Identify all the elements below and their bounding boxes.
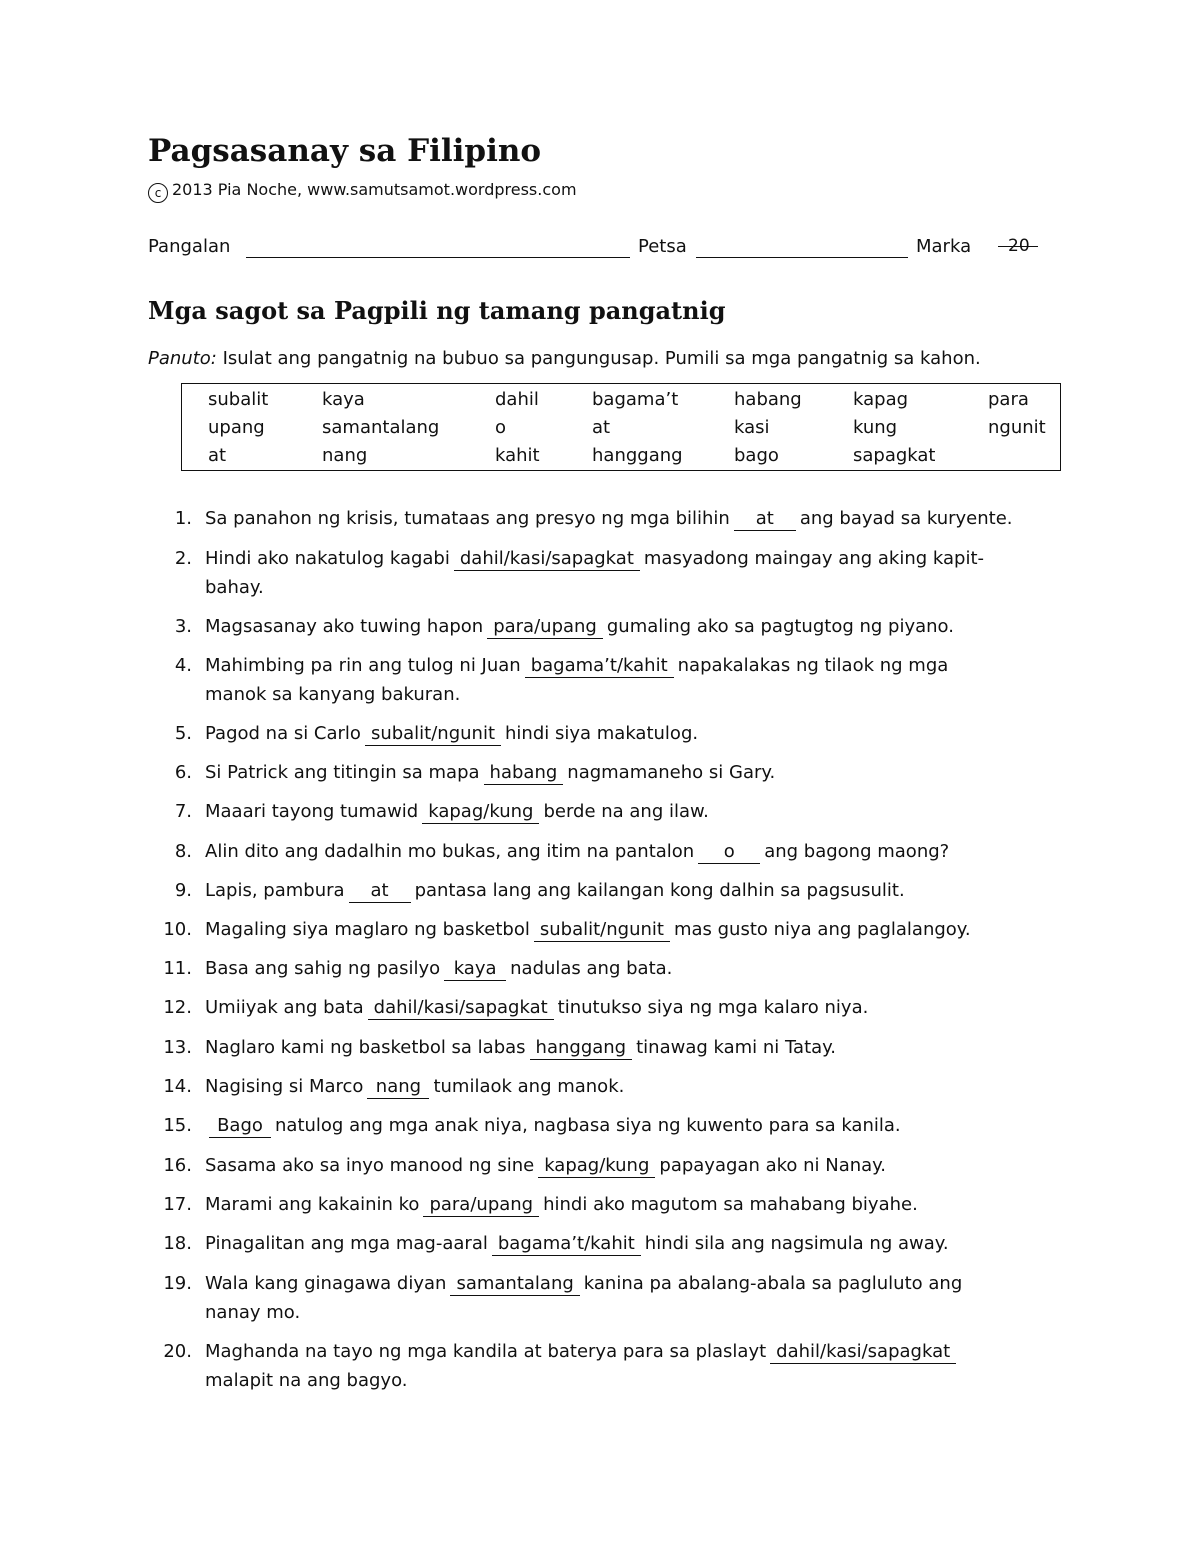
sentence-text-after: nagmamaneho si Gary.: [567, 762, 776, 783]
answer-blank[interactable]: hanggang: [530, 1038, 633, 1060]
word-bank-item: kapag: [853, 389, 909, 410]
item-number: 18.: [163, 1233, 192, 1254]
item-sentence: [205, 1076, 624, 1099]
item-sentence: [205, 762, 775, 785]
sentence-text-before: Lapis, pambura: [205, 880, 345, 901]
item-number: 10.: [163, 919, 192, 940]
answer-blank[interactable]: kaya: [444, 959, 506, 981]
sentence-text-after: ang bagong maong?: [764, 841, 950, 862]
word-bank-item: at: [208, 445, 227, 466]
copyright-icon: c: [148, 183, 168, 203]
word-bank-item: sapagkat: [853, 445, 936, 466]
item-sentence: [205, 616, 954, 639]
instruction: [148, 348, 981, 369]
sentence-text-after: ang bayad sa kuryente.: [799, 508, 1013, 529]
word-bank-item: subalit: [208, 389, 269, 410]
word-bank-item: hanggang: [592, 445, 683, 466]
sentence-text-after: tinawag kami ni Tatay.: [636, 1037, 836, 1058]
sentence-text-before: Nagising si Marco: [205, 1076, 364, 1097]
item-number: 11.: [163, 958, 192, 979]
sentence-text-after: kanina pa abalang-abala sa pagluluto ang: [583, 1273, 963, 1294]
section-title: Mga sagot sa Pagpili ng tamang pangatnig: [148, 296, 726, 325]
instruction-label: Panuto:: [148, 348, 217, 369]
sentence-text-after: berde na ang ilaw.: [543, 801, 709, 822]
sentence-text-after: napakalakas ng tilaok ng mga: [677, 655, 949, 676]
word-bank-item: dahil: [495, 389, 539, 410]
item-sentence: [205, 1233, 949, 1256]
item-number: 19.: [163, 1273, 192, 1294]
answer-blank[interactable]: subalit/ngunit: [534, 920, 670, 942]
word-bank-item: kaya: [322, 389, 365, 410]
date-label: Petsa: [638, 236, 687, 257]
sentence-text-before: Naglaro kami ng basketbol sa labas: [205, 1037, 526, 1058]
sentence-text-before: Magsasanay ako tuwing hapon: [205, 616, 484, 637]
item-number: 16.: [163, 1155, 192, 1176]
answer-blank[interactable]: para/upang: [487, 617, 603, 639]
item-sentence: [205, 1273, 962, 1296]
item-sentence: [205, 919, 971, 942]
sentence-text-before: Sasama ako sa inyo manood ng sine: [205, 1155, 535, 1176]
sentence-continuation: malapit na ang bagyo.: [205, 1370, 408, 1391]
score-label: Marka: [916, 236, 972, 257]
answer-blank[interactable]: dahil/kasi/sapagkat: [454, 549, 640, 571]
item-number: 8.: [174, 841, 192, 862]
sentence-text-before: Magaling siya maglaro ng basketbol: [205, 919, 530, 940]
answer-blank[interactable]: habang: [484, 763, 564, 785]
answer-blank[interactable]: bagama’t/kahit: [525, 656, 674, 678]
sentence-text-before: Basa ang sahig ng pasilyo: [205, 958, 441, 979]
sentence-text-before: Hindi ako nakatulog kagabi: [205, 548, 450, 569]
sentence-continuation: manok sa kanyang bakuran.: [205, 684, 461, 705]
sentence-text-before: Pinagalitan ang mga mag-aaral: [205, 1233, 488, 1254]
word-bank-item: nang: [322, 445, 368, 466]
item-number: 12.: [163, 997, 192, 1018]
word-bank-item: at: [592, 417, 611, 438]
word-bank-item: samantalang: [322, 417, 440, 438]
item-sentence: [205, 801, 709, 824]
answer-blank[interactable]: dahil/kasi/sapagkat: [770, 1342, 956, 1364]
sentence-text-before: Maghanda na tayo ng mga kandila at baterya para sa plaslayt: [205, 1341, 767, 1362]
date-field[interactable]: [696, 257, 908, 258]
sentence-text-after: tumilaok ang manok.: [433, 1076, 625, 1097]
item-number: 14.: [163, 1076, 192, 1097]
sentence-text-after: nadulas ang bata.: [510, 958, 673, 979]
item-sentence: [205, 508, 1013, 531]
item-number: 2.: [174, 548, 192, 569]
item-sentence: [205, 723, 698, 746]
sentence-text-after: tinutukso siya ng mga kalaro niya.: [557, 997, 869, 1018]
item-number: 1.: [174, 508, 192, 529]
answer-blank[interactable]: Bago: [209, 1116, 271, 1138]
name-label: Pangalan: [148, 236, 231, 257]
instruction-text: Isulat ang pangatnig na bubuo sa pangungusap. Pumili sa mga pangatnig sa kahon.: [222, 348, 981, 369]
copyright-line: [148, 180, 577, 203]
word-bank-item: bago: [734, 445, 779, 466]
item-number: 13.: [163, 1037, 192, 1058]
answer-blank[interactable]: nang: [367, 1077, 429, 1099]
sentence-text-before: Umiiyak ang bata: [205, 997, 364, 1018]
copyright-text: 2013 Pia Noche, www.samutsamot.wordpress.com: [172, 180, 577, 199]
item-number: 7.: [174, 801, 192, 822]
answer-blank[interactable]: kapag/kung: [538, 1156, 655, 1178]
word-bank-item: upang: [208, 417, 265, 438]
item-sentence: [205, 1155, 886, 1178]
word-bank-box: [181, 383, 1061, 471]
word-bank-item: kahit: [495, 445, 540, 466]
sentence-text-after: hindi ako magutom sa mahabang biyahe.: [543, 1194, 918, 1215]
sentence-text-after: natulog ang mga anak niya, nagbasa siya ng kuwento para sa kanila.: [275, 1115, 901, 1136]
item-number: 17.: [163, 1194, 192, 1215]
item-number: 6.: [174, 762, 192, 783]
sentence-text-before: Wala kang ginagawa diyan: [205, 1273, 447, 1294]
sentence-text-after: mas gusto niya ang paglalangoy.: [673, 919, 971, 940]
sentence-text-before: Sa panahon ng krisis, tumataas ang presyo ng mga bilihin: [205, 508, 730, 529]
answer-blank[interactable]: kapag/kung: [422, 802, 539, 824]
item-sentence: [205, 1037, 836, 1060]
score-total: 20: [1008, 236, 1030, 256]
answer-blank[interactable]: para/upang: [423, 1195, 539, 1217]
item-sentence: [205, 548, 984, 571]
item-sentence: [205, 1115, 901, 1138]
item-number: 5.: [174, 723, 192, 744]
answer-blank[interactable]: at: [734, 509, 796, 531]
answer-blank[interactable]: bagama’t/kahit: [492, 1234, 641, 1256]
item-sentence: [205, 880, 905, 903]
sentence-text-before: Mahimbing pa rin ang tulog ni Juan: [205, 655, 521, 676]
student-info-row: [148, 236, 1048, 276]
sentence-text-after: masyadong maingay ang aking kapit-: [643, 548, 985, 569]
answer-blank[interactable]: samantalang: [450, 1274, 579, 1296]
sentence-text-before: Alin dito ang dadalhin mo bukas, ang itim na pantalon: [205, 841, 695, 862]
sentence-text-after: pantasa lang ang kailangan kong dalhin sa pagsusulit.: [414, 880, 905, 901]
answer-blank[interactable]: o: [698, 842, 760, 864]
item-sentence: [205, 1194, 918, 1217]
word-bank-item: ngunit: [988, 417, 1046, 438]
answer-blank[interactable]: dahil/kasi/sapagkat: [368, 998, 554, 1020]
item-number: 4.: [174, 655, 192, 676]
sentence-continuation: bahay.: [205, 577, 264, 598]
item-sentence: [205, 997, 868, 1020]
item-number: 15.: [163, 1115, 192, 1136]
sentence-continuation: nanay mo.: [205, 1302, 301, 1323]
item-sentence: [205, 655, 948, 678]
sentence-text-after: gumaling ako sa pagtugtog ng piyano.: [606, 616, 954, 637]
name-field[interactable]: [246, 257, 630, 258]
item-sentence: [205, 958, 672, 981]
word-bank-item: bagama’t: [592, 389, 679, 410]
word-bank-item: o: [495, 417, 507, 438]
sentence-text-before: Pagod na si Carlo: [205, 723, 361, 744]
sentence-text-before: Marami ang kakainin ko: [205, 1194, 420, 1215]
word-bank-item: habang: [734, 389, 802, 410]
word-bank-item: kung: [853, 417, 898, 438]
item-number: 3.: [174, 616, 192, 637]
item-sentence: [205, 1341, 960, 1364]
answer-blank[interactable]: subalit/ngunit: [365, 724, 501, 746]
sentence-text-before: Si Patrick ang titingin sa mapa: [205, 762, 480, 783]
sentence-text-before: Maaari tayong tumawid: [205, 801, 419, 822]
sentence-text-after: hindi siya makatulog.: [505, 723, 699, 744]
sentence-text-after: papayagan ako ni Nanay.: [659, 1155, 886, 1176]
item-number: 9.: [174, 880, 192, 901]
sentence-text-after: hindi sila ang nagsimula ng away.: [644, 1233, 949, 1254]
page-title: Pagsasanay sa Filipino: [148, 133, 542, 169]
item-number: 20.: [163, 1341, 192, 1362]
word-bank-item: para: [988, 389, 1029, 410]
answer-blank[interactable]: at: [349, 881, 411, 903]
word-bank-item: kasi: [734, 417, 770, 438]
item-sentence: [205, 841, 949, 864]
